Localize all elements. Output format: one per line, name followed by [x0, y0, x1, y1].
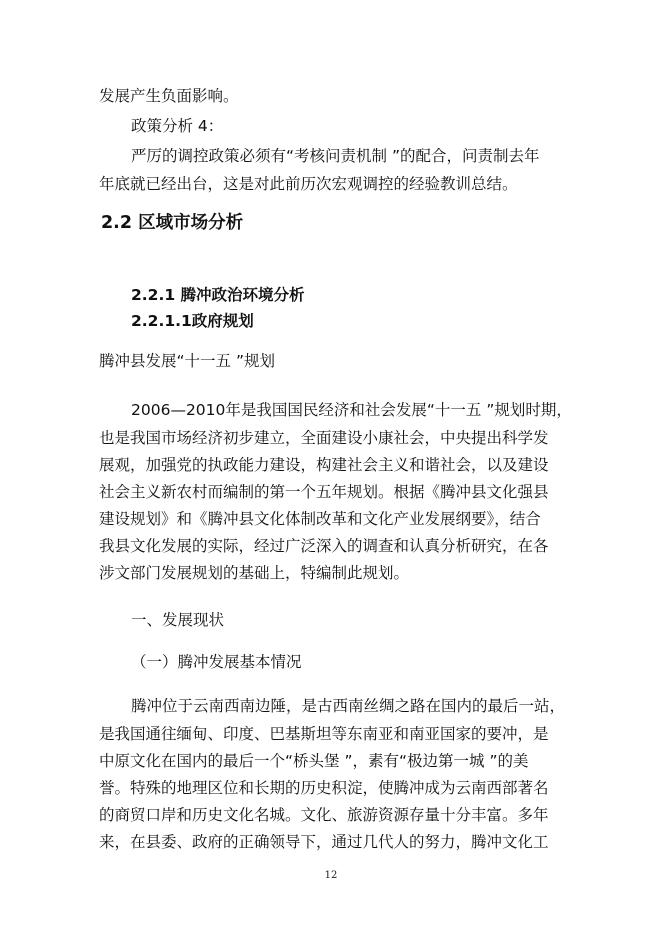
tengchong-paragraph-line: 是我国通往缅甸、印度、巴基斯坦等东南亚和南亚国家的要冲，是 — [99, 725, 549, 743]
tengchong-paragraph-line: 腾冲位于云南西南边陲，是古西南丝绸之路在国内的最后一站， — [131, 697, 566, 715]
plan-paragraph-line: 社会主义新农村而编制的第一个五年规划。根据《腾冲县文化强县 — [99, 483, 549, 501]
tengchong-paragraph-line: 来，在县委、政府的正确领导下，通过几代人的努力，腾冲文化工 — [99, 833, 549, 851]
section-heading-2-2-1-1: 2.2.1.1政府规划 — [131, 312, 254, 330]
heading-development-status: 一、发展现状 — [131, 611, 225, 629]
plan-paragraph-line: 我县文化发展的实际，经过广泛深入的调查和认真分析研究，在各 — [99, 537, 549, 555]
plan-paragraph-line: 展观，加强党的执政能力建设，构建社会主义和谐社会，以及建设 — [99, 456, 549, 474]
tengchong-paragraph-line: 的商贸口岸和历史文化名城。文化、旅游资源存量十分丰富。多年 — [99, 806, 549, 824]
policy-text-line: 严厉的调控政策必须有“考核问责机制 ”的配合，问责制去年 — [131, 147, 540, 165]
section-heading-2-2-1: 2.2.1 腾冲政治环境分析 — [131, 286, 305, 304]
plan-paragraph-line: 建设规划》和《腾冲县文化体制改革和文化产业发展纲要》，结合 — [99, 510, 541, 528]
page-number: 12 — [324, 870, 338, 881]
tengchong-paragraph-line: 誉。特殊的地理区位和长期的历史积淀，使腾冲成为云南西部著名 — [99, 779, 549, 797]
section-heading-2-2: 2.2 区域市场分析 — [101, 213, 244, 233]
plan-title: 腾冲县发展“十一五 ”规划 — [99, 352, 275, 370]
plan-paragraph-line: 也是我国市场经济初步建立，全面建设小康社会，中央提出科学发 — [99, 429, 549, 447]
paragraph-end-line: 发展产生负面影响。 — [99, 87, 239, 105]
policy-text-line: 年底就已经出台，这是对此前历次宏观调控的经验教训总结。 — [99, 175, 518, 193]
policy-analysis-label: 政策分析 4： — [131, 117, 224, 135]
plan-paragraph-line: 涉文部门发展规划的基础上，特编制此规划。 — [99, 564, 410, 582]
tengchong-paragraph-line: 中原文化在国内的最后一个“桥头堡 ”，素有“极边第一城 ”的美 — [99, 752, 529, 770]
heading-basic-situation: （一）腾冲发展基本情况 — [131, 653, 302, 671]
plan-paragraph-line: 2006—2010年是我国国民经济和社会发展“十一五 ”规划时期， — [131, 401, 572, 419]
